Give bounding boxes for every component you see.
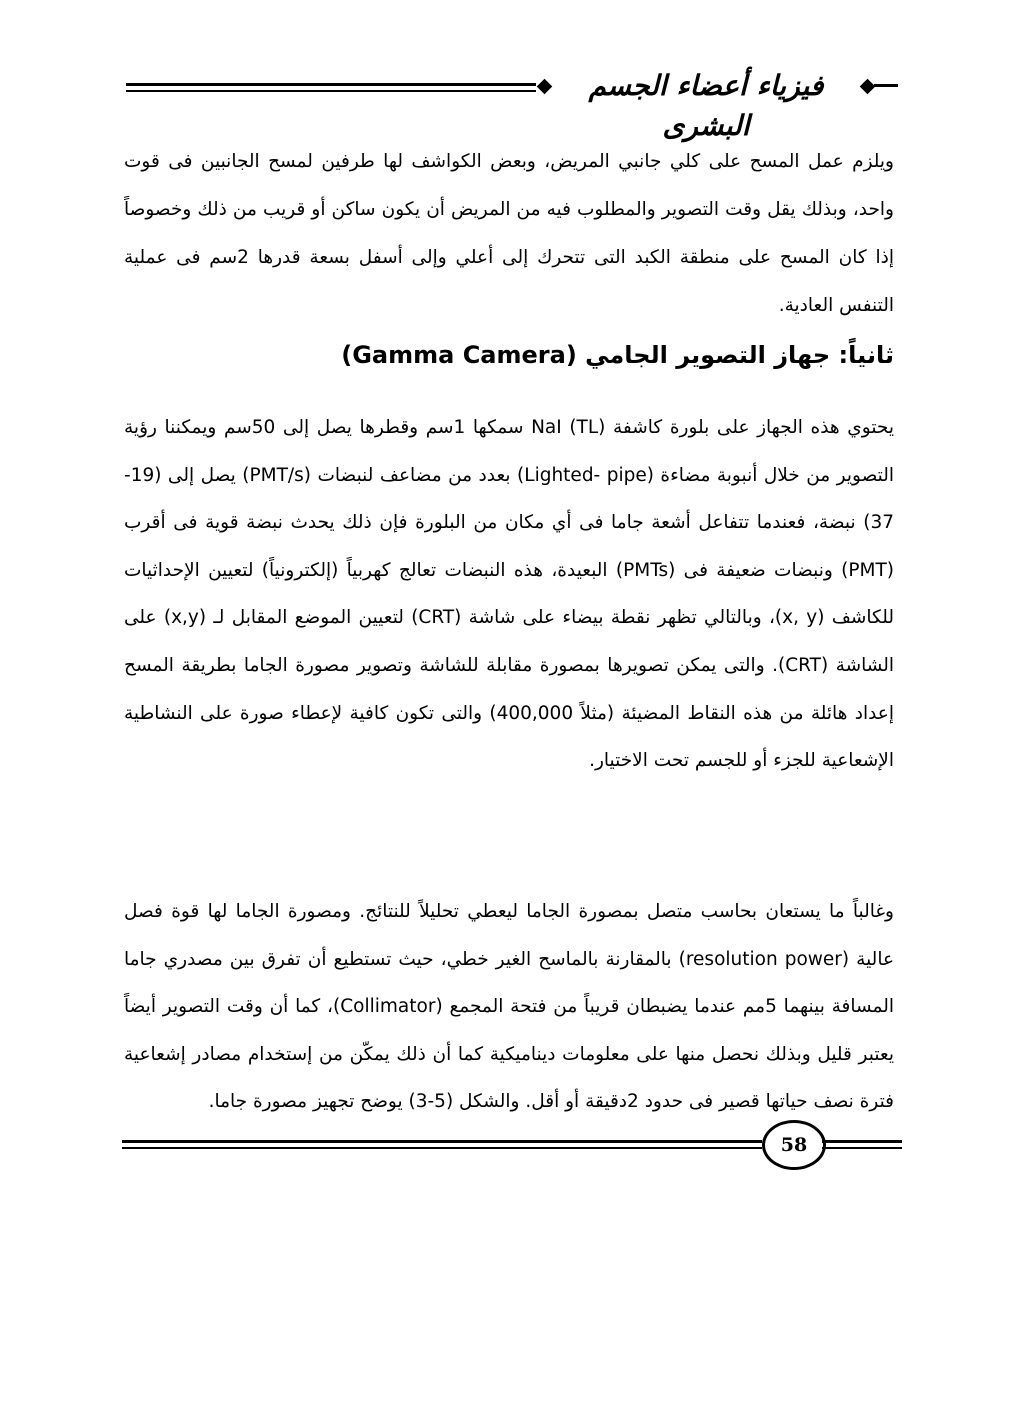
paragraph-resolution <box>124 888 894 1126</box>
header-rule-bottom <box>126 90 536 92</box>
diamond-ornament-icon <box>860 79 876 95</box>
running-head-title: فيزياء أعضاء الجسم البشرى <box>588 69 824 142</box>
intro-paragraph <box>124 138 894 330</box>
footer-rule-left-top <box>122 1140 762 1143</box>
paragraph-gamma-camera-text: يحتوي هذه الجهاز على بلورة كاشفة (NaI (TL سمكها 1سم وقطرها يصل إلى 50سم ويمكننا رؤية التصوير من خلال أنبوبة مضاءة (Lighted- pipe) بعدد من مضاعف لنبضات (PMT/s) يصل إلى (19-37) نبضة، فعندما تتفاعل أشعة جاما فى أي مكان من البلورة فإن ذلك يحدث نبضة قوية فى أقرب (PMT) ونبضات ضعيفة فى (PMTs) البعيدة، هذه النبضات تعالج كهربياً (إلكترونياً) لتعيين الإحداثيات للكاشف (x, y)، وبالتالي تظهر نقطة بيضاء على شاشة (CRT) لتعيين الموضع المقابل لـ (x,y) على الشاشة (CRT). والتى يمكن تصويرها بمصورة مقابلة للشاشة وتصوير مصورة الجاما بطريقة المسح إعداد هائلة من هذه النقاط المضيئة (مثلاً 400,000) والتى تكون كافية لإعطاء صورة على النشاطية الإشعاعية للجزء أو للجسم تحت الاختيار. <box>124 417 894 772</box>
header-rule-short <box>874 84 898 87</box>
section-heading: ثانياً: جهاز التصوير الجامي (Gamma Camera) <box>341 341 894 369</box>
intro-paragraph-text: ويلزم عمل المسح على كلي جانبي المريض، وبعض الكواشف لها طرفين لمسح الجانبين فى قوت واحد، وبذلك يقل وقت التصوير والمطلوب فيه من المريض أن يكون ساكن أو قريب من ذلك وخصوصاً إذا كان المسح على منطقة الكبد التى تتحرك إلى أعلي وإلى أسفل بسعة قدرها 2سم فى عملية التنفس العادية. <box>124 151 895 316</box>
diamond-ornament-icon <box>537 79 553 95</box>
page-number: 58 <box>762 1120 826 1170</box>
paragraph-gamma-camera <box>124 404 894 785</box>
footer-rule-right-bottom <box>822 1147 902 1149</box>
footer-rule-left-bottom <box>122 1147 762 1149</box>
page-footer <box>122 1114 902 1174</box>
header-rule-top <box>126 83 536 86</box>
paragraph-resolution-text: وغالباً ما يستعان بحاسب متصل بمصورة الجاما ليعطي تحليلاً للنتائج. ومصورة الجاما لها قوة فصل عالية (resolution power) بالمقارنة بالماسح الغير خطي، حيث تستطيع أن تفرق بين مصدري جاما المسافة بينهما 5مم عندما يضبطان قريباً من فتحة المجمع (Collimator)، كما أن وقت التصوير أيضاً يعتبر قليل وبذلك نحصل منها على معلومات ديناميكية كما أن ذلك يمكّن من إستخدام مصادر إشعاعية فترة نصف حياتها قصير فى حدود 2دقيقة أو أقل. والشكل (5-3) يوضح تجهيز مصورة جاما. <box>124 901 895 1113</box>
footer-rule-right-top <box>822 1140 902 1143</box>
page-header <box>126 66 896 142</box>
